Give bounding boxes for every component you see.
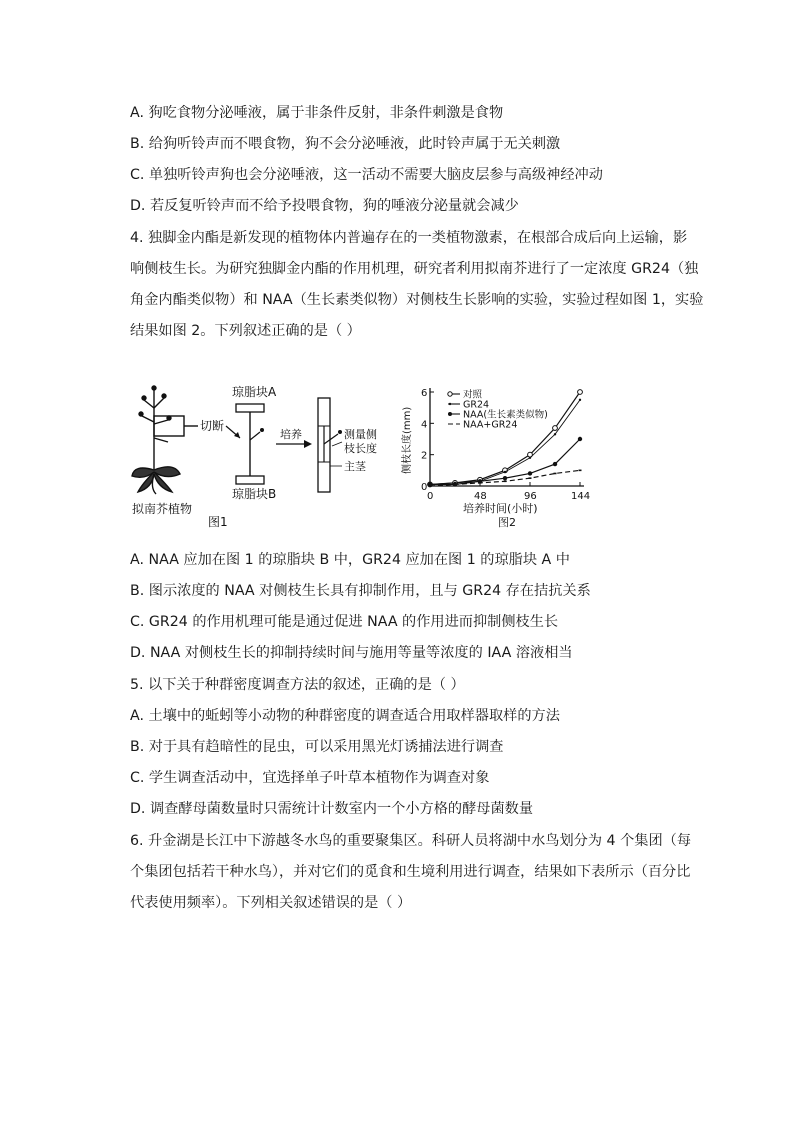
legend-marker	[448, 392, 452, 396]
y-tick-label: 4	[421, 419, 428, 431]
data-point	[578, 437, 582, 441]
data-point	[529, 477, 532, 479]
data-point	[504, 481, 507, 483]
figure-2-chart	[400, 388, 590, 529]
data-point	[528, 471, 532, 475]
data-point	[479, 482, 482, 484]
q5-option-d: D. 调查酵母菌数量时只需统计计数室内一个小方格的酵母菌数量	[130, 801, 534, 817]
q4-option-d: D. NAA 对侧枝生长的抑制持续时间与施用等量等浓度的 IAA 溶液相当	[130, 645, 573, 661]
q4-stem-line-3: 角金内酯类似物）和 NAA（生长素类似物）对侧枝生长影响的实验，实验过程如图 1，实验	[130, 292, 704, 308]
data-point	[579, 470, 582, 472]
q5-option-c: C. 学生调查活动中，宜选择单子叶草本植物作为调查对象	[130, 770, 490, 786]
data-point	[554, 473, 557, 475]
legend-label: 对照	[463, 389, 483, 401]
q4-option-c: C. GR24 的作用机理可能是通过促进 NAA 的作用进而抑制侧枝生长	[130, 614, 559, 630]
y-tick-label: 6	[421, 388, 428, 399]
x-tick-label: 48	[474, 491, 487, 502]
data-point	[553, 462, 557, 466]
q4-option-a: A. NAA 应加在图 1 的琼脂块 B 中，GR24 应加在图 1 的琼脂块 A 中	[130, 552, 570, 568]
measure-label-1: 测量侧	[344, 428, 377, 441]
plant-label: 拟南芥植物	[132, 502, 193, 516]
x-tick-label: 0	[427, 491, 434, 502]
legend-marker	[448, 412, 452, 416]
q3-option-b: B. 给狗听铃声而不喂食物，狗不会分泌唾液，此时铃声属于无关刺激	[130, 136, 561, 152]
q6-stem-line-3: 代表使用频率）。下列相关叙述错误的是（ ）	[130, 895, 412, 911]
q3-option-d: D. 若反复听铃声而不给予投喂食物，狗的唾液分泌量就会减少	[130, 198, 519, 214]
q5-option-b: B. 对于具有趋暗性的昆虫，可以采用黑光灯诱捕法进行调查	[130, 739, 504, 755]
q4-option-b: B. 图示浓度的 NAA 对侧枝生长具有抑制作用，且与 GR24 存在拮抗关系	[130, 583, 591, 599]
data-point	[504, 471, 506, 473]
cut-label: 切断	[200, 419, 225, 433]
plant-illustration	[132, 386, 198, 494]
main-stem-label: 主茎	[344, 460, 366, 473]
measure-label-2: 枝长度	[344, 442, 377, 455]
figure-1-caption: 图1	[208, 515, 228, 529]
q3-option-c: C. 单独听铃声狗也会分泌唾液，这一活动不需要大脑皮层参与高级神经冲动	[130, 167, 603, 183]
data-point	[454, 484, 457, 486]
x-axis-label: 培养时间(小时)	[463, 502, 538, 515]
q4-stem-line-1: 4. 独脚金内酯是新发现的植物体内普遍存在的一类植物激素，在根部合成后向上运输，影	[130, 230, 688, 246]
culture-label: 培养	[280, 428, 302, 441]
agar-block-a	[236, 404, 264, 412]
q4-stem-line-2: 响侧枝生长。为研究独脚金内酯的作用机理，研究者利用拟南芥进行了一定浓度 GR24（独	[130, 261, 699, 277]
y-tick-label: 2	[421, 450, 428, 462]
data-point	[578, 390, 583, 395]
q5-stem: 5. 以下关于种群密度调查方法的叙述，正确的是（ ）	[130, 677, 465, 693]
data-point	[553, 426, 558, 431]
agar-block-b	[236, 476, 264, 484]
data-point	[529, 457, 531, 459]
q4-stem-line-4: 结果如图 2。下列叙述正确的是（ ）	[130, 323, 361, 339]
agar-block-a-label: 琼脂块A	[232, 385, 277, 399]
data-point	[429, 485, 432, 487]
y-tick-label: 0	[421, 482, 428, 493]
legend-label: GR24	[463, 399, 490, 411]
agar-block-b-label: 琼脂块B	[232, 487, 277, 501]
x-tick-label: 96	[524, 491, 537, 502]
legend-label: NAA(生长素类似物)	[463, 409, 548, 421]
q5-option-a: A. 土壤中的蚯蚓等小动物的种群密度的调查适合用取样器取样的方法	[130, 708, 560, 724]
q6-stem-line-2: 个集团包括若干种水鸟），并对它们的觅食和生境利用进行调查，结果如下表所示（百分比	[130, 864, 691, 880]
x-tick-label: 144	[571, 491, 591, 502]
data-point	[579, 399, 581, 401]
legend-label: NAA+GR24	[463, 419, 518, 431]
data-point	[503, 476, 507, 480]
figure-2-caption: 图2	[498, 516, 516, 529]
q6-stem-line-1: 6. 升金湖是长江中下游越冬水鸟的重要聚集区。科研人员将湖中水鸟划分为 4 个集团（每	[130, 833, 692, 849]
q4-figure	[128, 380, 598, 540]
data-point	[554, 433, 556, 435]
figure-1-diagram	[128, 380, 598, 540]
legend-marker	[449, 403, 451, 405]
q3-option-a: A. 狗吃食物分泌唾液，属于非条件反射，非条件刺激是食物	[130, 105, 504, 121]
y-axis-label: 侧枝长度(mm)	[402, 406, 413, 474]
